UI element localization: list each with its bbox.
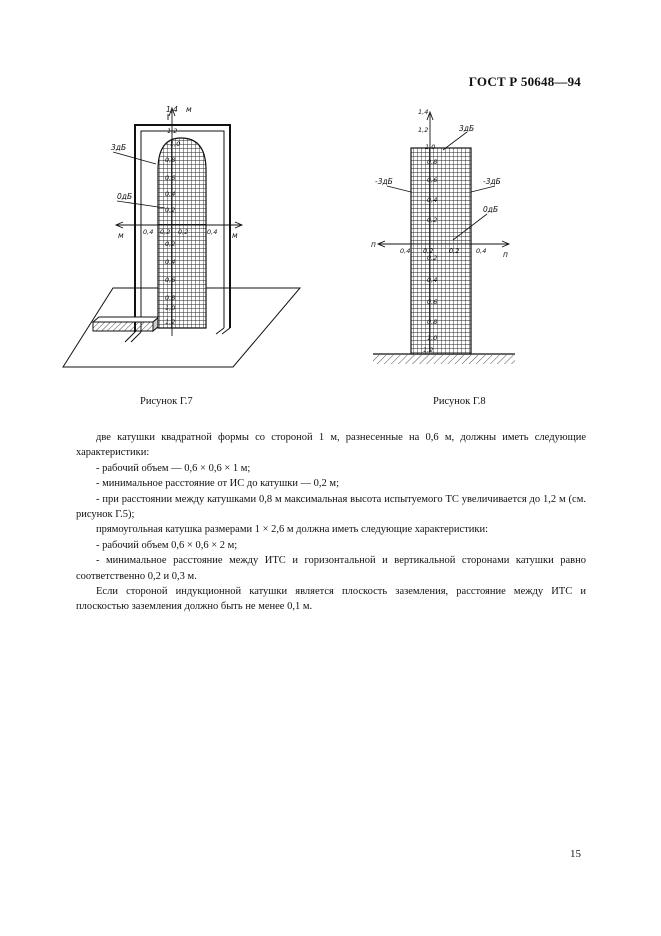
figure-g8-caption: Рисунок Г.8	[433, 396, 486, 407]
figure-g8	[365, 100, 525, 375]
g8-axis-v10: 1,0	[425, 143, 436, 151]
body-text	[76, 430, 586, 615]
paragraph: - минимальное расстояние между ИТС и горизонтальной и вертикальной сторонами катушки равно соответственно 0,2 и 0,3 м.	[76, 555, 586, 582]
document-header: ГОСТ Р 50648—94	[468, 74, 581, 89]
g7-axis-hpos: 0,4	[207, 228, 218, 236]
g7-scale-label: 0,6	[165, 276, 176, 284]
g7-scale-label: 1,0	[165, 304, 176, 312]
g7-axis-right-unit: м	[232, 231, 238, 240]
g8-scale-label: 0,6	[427, 298, 438, 306]
figure-g7	[55, 100, 305, 375]
paragraph: - рабочий объем — 0,6 × 0,6 × 1 м;	[96, 462, 251, 474]
g7-annot-3db: 3дБ	[111, 143, 127, 152]
g8-axis-hmidl: 0,2	[423, 247, 434, 255]
g8-annot-left: -3дБ	[375, 177, 393, 186]
g8-axis-right-unit: п	[503, 250, 508, 259]
g7-axis-hmidl: 0,2	[160, 228, 171, 236]
g8-annot-right: -3дБ	[483, 177, 501, 186]
paragraph: - рабочий объем 0,6 × 0,6 × 2 м;	[96, 539, 238, 551]
g7-axis-v10: 1,0	[170, 140, 181, 148]
g7-annot-0db: 0дБ	[117, 192, 133, 201]
ground-line	[373, 354, 515, 364]
g8-scale-label: 0,8	[427, 158, 438, 166]
g7-vertical-scale	[165, 156, 175, 326]
paragraph: Если стороной индукционной катушки является плоскость заземления, расстояние между ИТС и плоскостью заземления должно быть не менее 0,1 м.	[76, 586, 586, 613]
g8-scale-label: 0,2	[427, 216, 438, 224]
g7-axis-left-unit: м	[118, 231, 124, 240]
paragraph: две катушки квадратной формы со стороной 1 м, разнесенные на 0,6 м, должны иметь следующие характеристики:	[76, 432, 586, 459]
g8-axis-top: 1,4	[418, 108, 429, 116]
g7-scale-label: 1,2	[165, 318, 176, 326]
coil-base-block	[93, 317, 159, 331]
g7-scale-label: 0,2	[165, 240, 176, 248]
page-number: 15	[570, 848, 581, 860]
g8-scale-label: 0,4	[427, 196, 438, 204]
g7-scale-label: 0,2	[165, 206, 176, 214]
g8-axis-hpos: 0,4	[476, 247, 487, 255]
g8-axis-v12: 1,2	[418, 126, 429, 134]
g8-scale-label: 0,2	[427, 254, 438, 262]
g8-axis-left-unit: п	[371, 240, 376, 249]
g7-scale-label: 0,4	[165, 190, 176, 198]
g8-axis-hneg: 0,4	[400, 247, 411, 255]
figure-g7-drawing	[55, 100, 305, 375]
paragraph: - минимальное расстояние от ИС до катушки — 0,2 м;	[96, 478, 339, 490]
g7-scale-label: 0,8	[165, 156, 176, 164]
g7-axis-top: 1,4	[166, 105, 178, 114]
g7-scale-label: 0,4	[165, 258, 176, 266]
field-region-grid	[411, 148, 471, 354]
figure-g7-caption: Рисунок Г.7	[140, 396, 193, 407]
g7-axis-top-unit: м	[186, 105, 192, 114]
g7-axis-v12: 1,2	[167, 127, 178, 135]
g7-scale-label: 0,6	[165, 174, 176, 182]
figure-g8-drawing	[365, 100, 525, 375]
g8-axis-bottom: 1,2	[423, 346, 434, 354]
g7-scale-label: 0,8	[165, 294, 176, 302]
g7-axis-hneg: 0,4	[143, 228, 154, 236]
paragraph: прямоугольная катушка размерами 1 × 2,6 м должна иметь следующие характеристики:	[96, 524, 489, 536]
paragraph: - при расстоянии между катушками 0,8 м максимальная высота испытуемого ТС увеличивается до 1,2 м (см. рисунок Г.5);	[76, 493, 586, 521]
g8-scale-label: 1,0	[427, 334, 438, 342]
g8-scale-label: 0,8	[427, 318, 438, 326]
g8-scale-label: 0,6	[427, 176, 438, 184]
g7-axis-hmidr: 0,2	[178, 228, 189, 236]
g8-scale-label: 0,4	[427, 276, 438, 284]
g8-annot-top: 3дБ	[459, 124, 475, 133]
g8-axis-hmidr: 0,2	[449, 247, 460, 255]
g8-annot-inner: 0дБ	[483, 205, 499, 214]
